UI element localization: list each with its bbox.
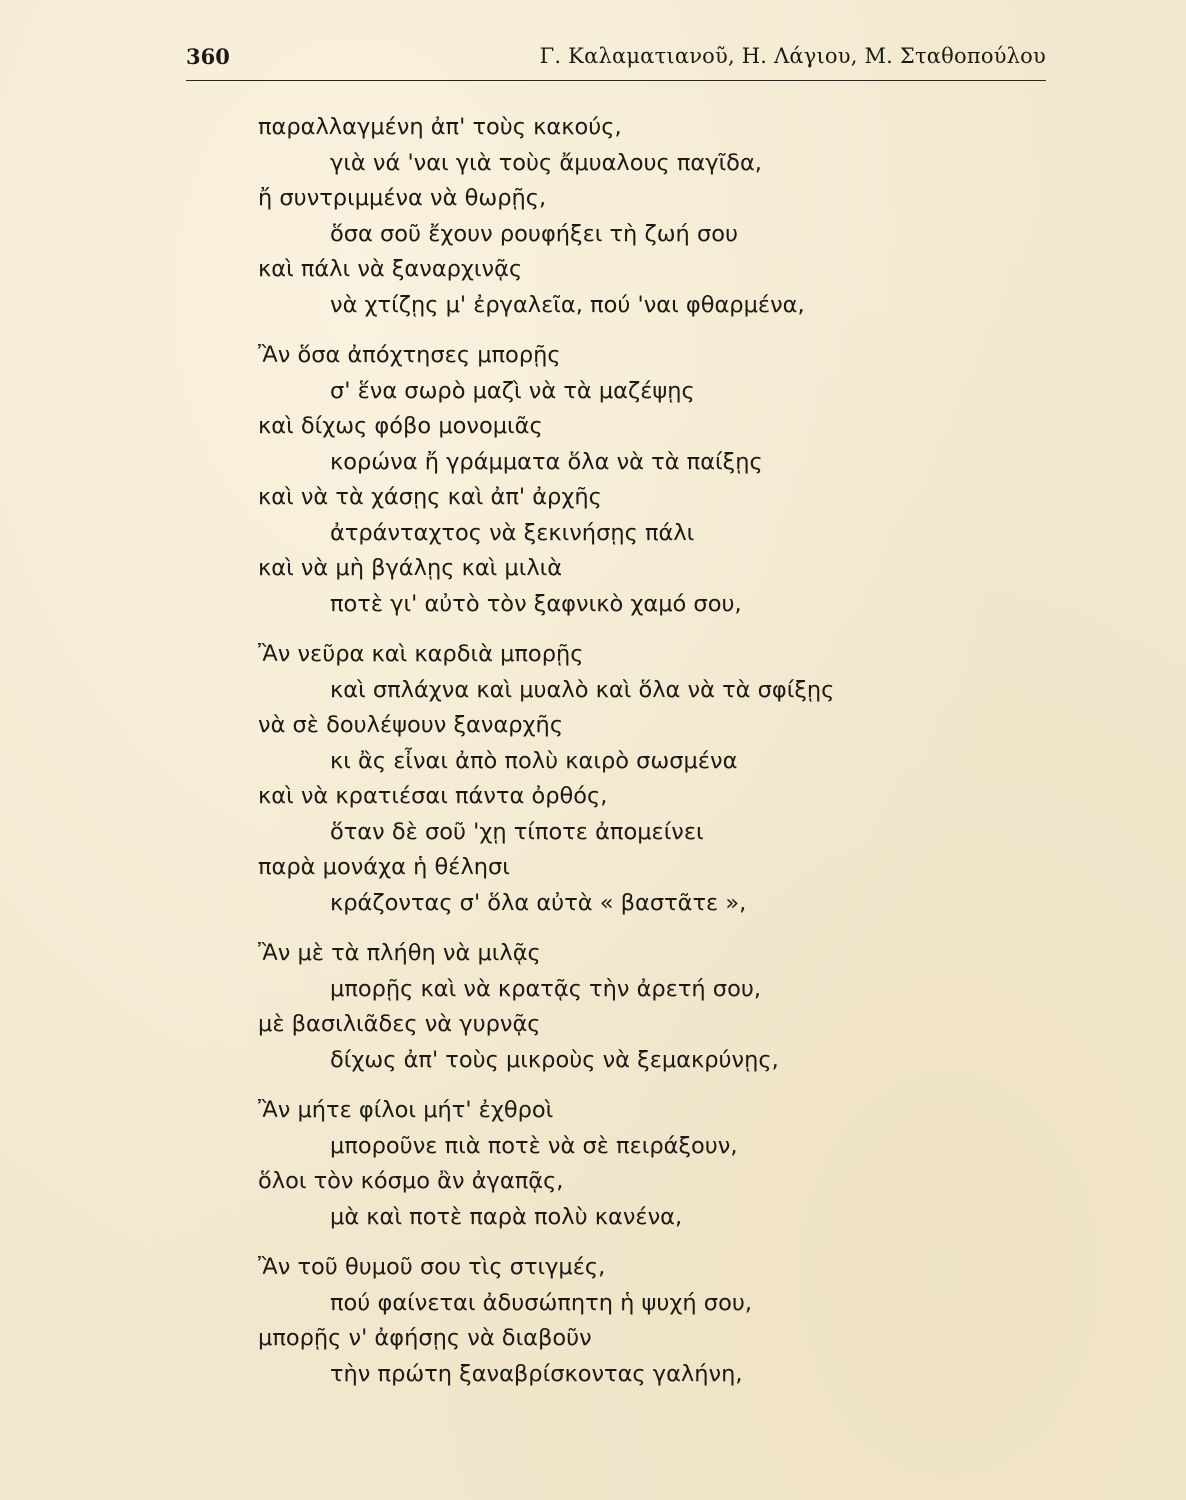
poem-line: γιὰ νά 'ναι γιὰ τοὺς ἄμυαλους παγῖδα, [330, 149, 762, 176]
poem-line: παραλλαγμένη ἀπ' τοὺς κακούς, [258, 114, 622, 140]
poem-line: Ἂν τοῦ θυμοῦ σου τὶς στιγμές, [258, 1254, 606, 1280]
poem-line: μποροῦνε πιὰ ποτὲ νὰ σὲ πειράξουν, [330, 1132, 738, 1159]
poem-line: δίχως ἀπ' τοὺς μικροὺς νὰ ξεμακρύνῃς, [330, 1046, 779, 1073]
page-header [186, 44, 1046, 80]
poem-line: καὶ νὰ κρατιέσαι πάντα ὀρθός, [258, 783, 608, 809]
poem-line: ἀτράνταχτος νὰ ξεκινήσῃς πάλι [330, 519, 695, 546]
poem-line: Ἂν μήτε φίλοι μήτ' ἐχθροὶ [258, 1097, 554, 1123]
page-number: 360 [186, 44, 230, 69]
poem-line: μπορῇς καὶ νὰ κρατᾷς τὴν ἀρετή σου, [330, 975, 762, 1002]
poem-line: παρὰ μονάχα ἡ θέλησι [258, 854, 510, 880]
poem-line: σ' ἕνα σωρὸ μαζὶ νὰ τὰ μαζέψῃς [330, 377, 695, 404]
poem-line: κράζοντας σ' ὅλα αὐτὰ « βαστᾶτε », [330, 889, 747, 916]
poem-line: ποτὲ γι' αὐτὸ τὸν ξαφνικὸ χαμό σου, [330, 590, 742, 617]
poem-line: καὶ δίχως φόβο μονομιᾶς [258, 413, 543, 439]
poem-body [0, 110, 1186, 1407]
poem-line: Ἂν νεῦρα καὶ καρδιὰ μπορῇς [258, 641, 584, 667]
poem-line: κι ἂς εἶναι ἀπὸ πολὺ καιρὸ σωσμένα [330, 747, 738, 774]
stanza [0, 1093, 1186, 1235]
poem-line: καὶ πάλι νὰ ξαναρχινᾷς [258, 256, 523, 282]
poem-line: ἤ συντριμμένα νὰ θωρῇς, [258, 185, 547, 211]
stanza [0, 338, 1186, 622]
poem-line: μὰ καὶ ποτὲ παρὰ πολὺ κανένα, [330, 1203, 683, 1230]
stanza [0, 110, 1186, 323]
poem-line: μπορῇς ν' ἀφήσῃς νὰ διαβοῦν [258, 1325, 592, 1351]
poem-line: καὶ νὰ μὴ βγάλῃς καὶ μιλιὰ [258, 555, 563, 581]
poem-line: τὴν πρώτη ξαναβρίσκοντας γαλήνη, [330, 1360, 743, 1387]
poem-line: Ἂν ὅσα ἀπόχτησες μπορῇς [258, 342, 561, 368]
header-rule [186, 80, 1046, 81]
poem-line: κορώνα ἤ γράμματα ὅλα νὰ τὰ παίξῃς [330, 448, 763, 475]
poem-line: Ἂν μὲ τὰ πλήθη νὰ μιλᾷς [258, 940, 541, 966]
poem-line: πού φαίνεται ἀδυσώπητη ἡ ψυχή σου, [330, 1289, 753, 1316]
poem-line: μὲ βασιλιᾶδες νὰ γυρνᾷς [258, 1011, 541, 1037]
stanza [0, 637, 1186, 921]
stanza [0, 936, 1186, 1078]
stanza [0, 1250, 1186, 1392]
poem-line: καὶ σπλάχνα καὶ μυαλὸ καὶ ὅλα νὰ τὰ σφίξῃς [330, 676, 835, 703]
poem-line: καὶ νὰ τὰ χάσῃς καὶ ἀπ' ἀρχῆς [258, 484, 602, 510]
poem-line: ὅλοι τὸν κόσμο ἂν ἀγαπᾷς, [258, 1168, 564, 1194]
poem-line: ὅσα σοῦ ἔχουν ρουφήξει τὴ ζωή σου [330, 220, 739, 247]
running-head: Γ. Καλαματιανοῦ, Η. Λάγιου, Μ. Σταθοπούλου [539, 44, 1046, 68]
poem-line: νὰ σὲ δουλέψουν ξαναρχῆς [258, 712, 564, 738]
poem-line: ὅταν δὲ σοῦ 'χῃ τίποτε ἀπομείνει [330, 818, 704, 845]
poem-line: νὰ χτίζῃς μ' ἐργαλεῖα, πού 'ναι φθαρμένα, [330, 291, 805, 318]
